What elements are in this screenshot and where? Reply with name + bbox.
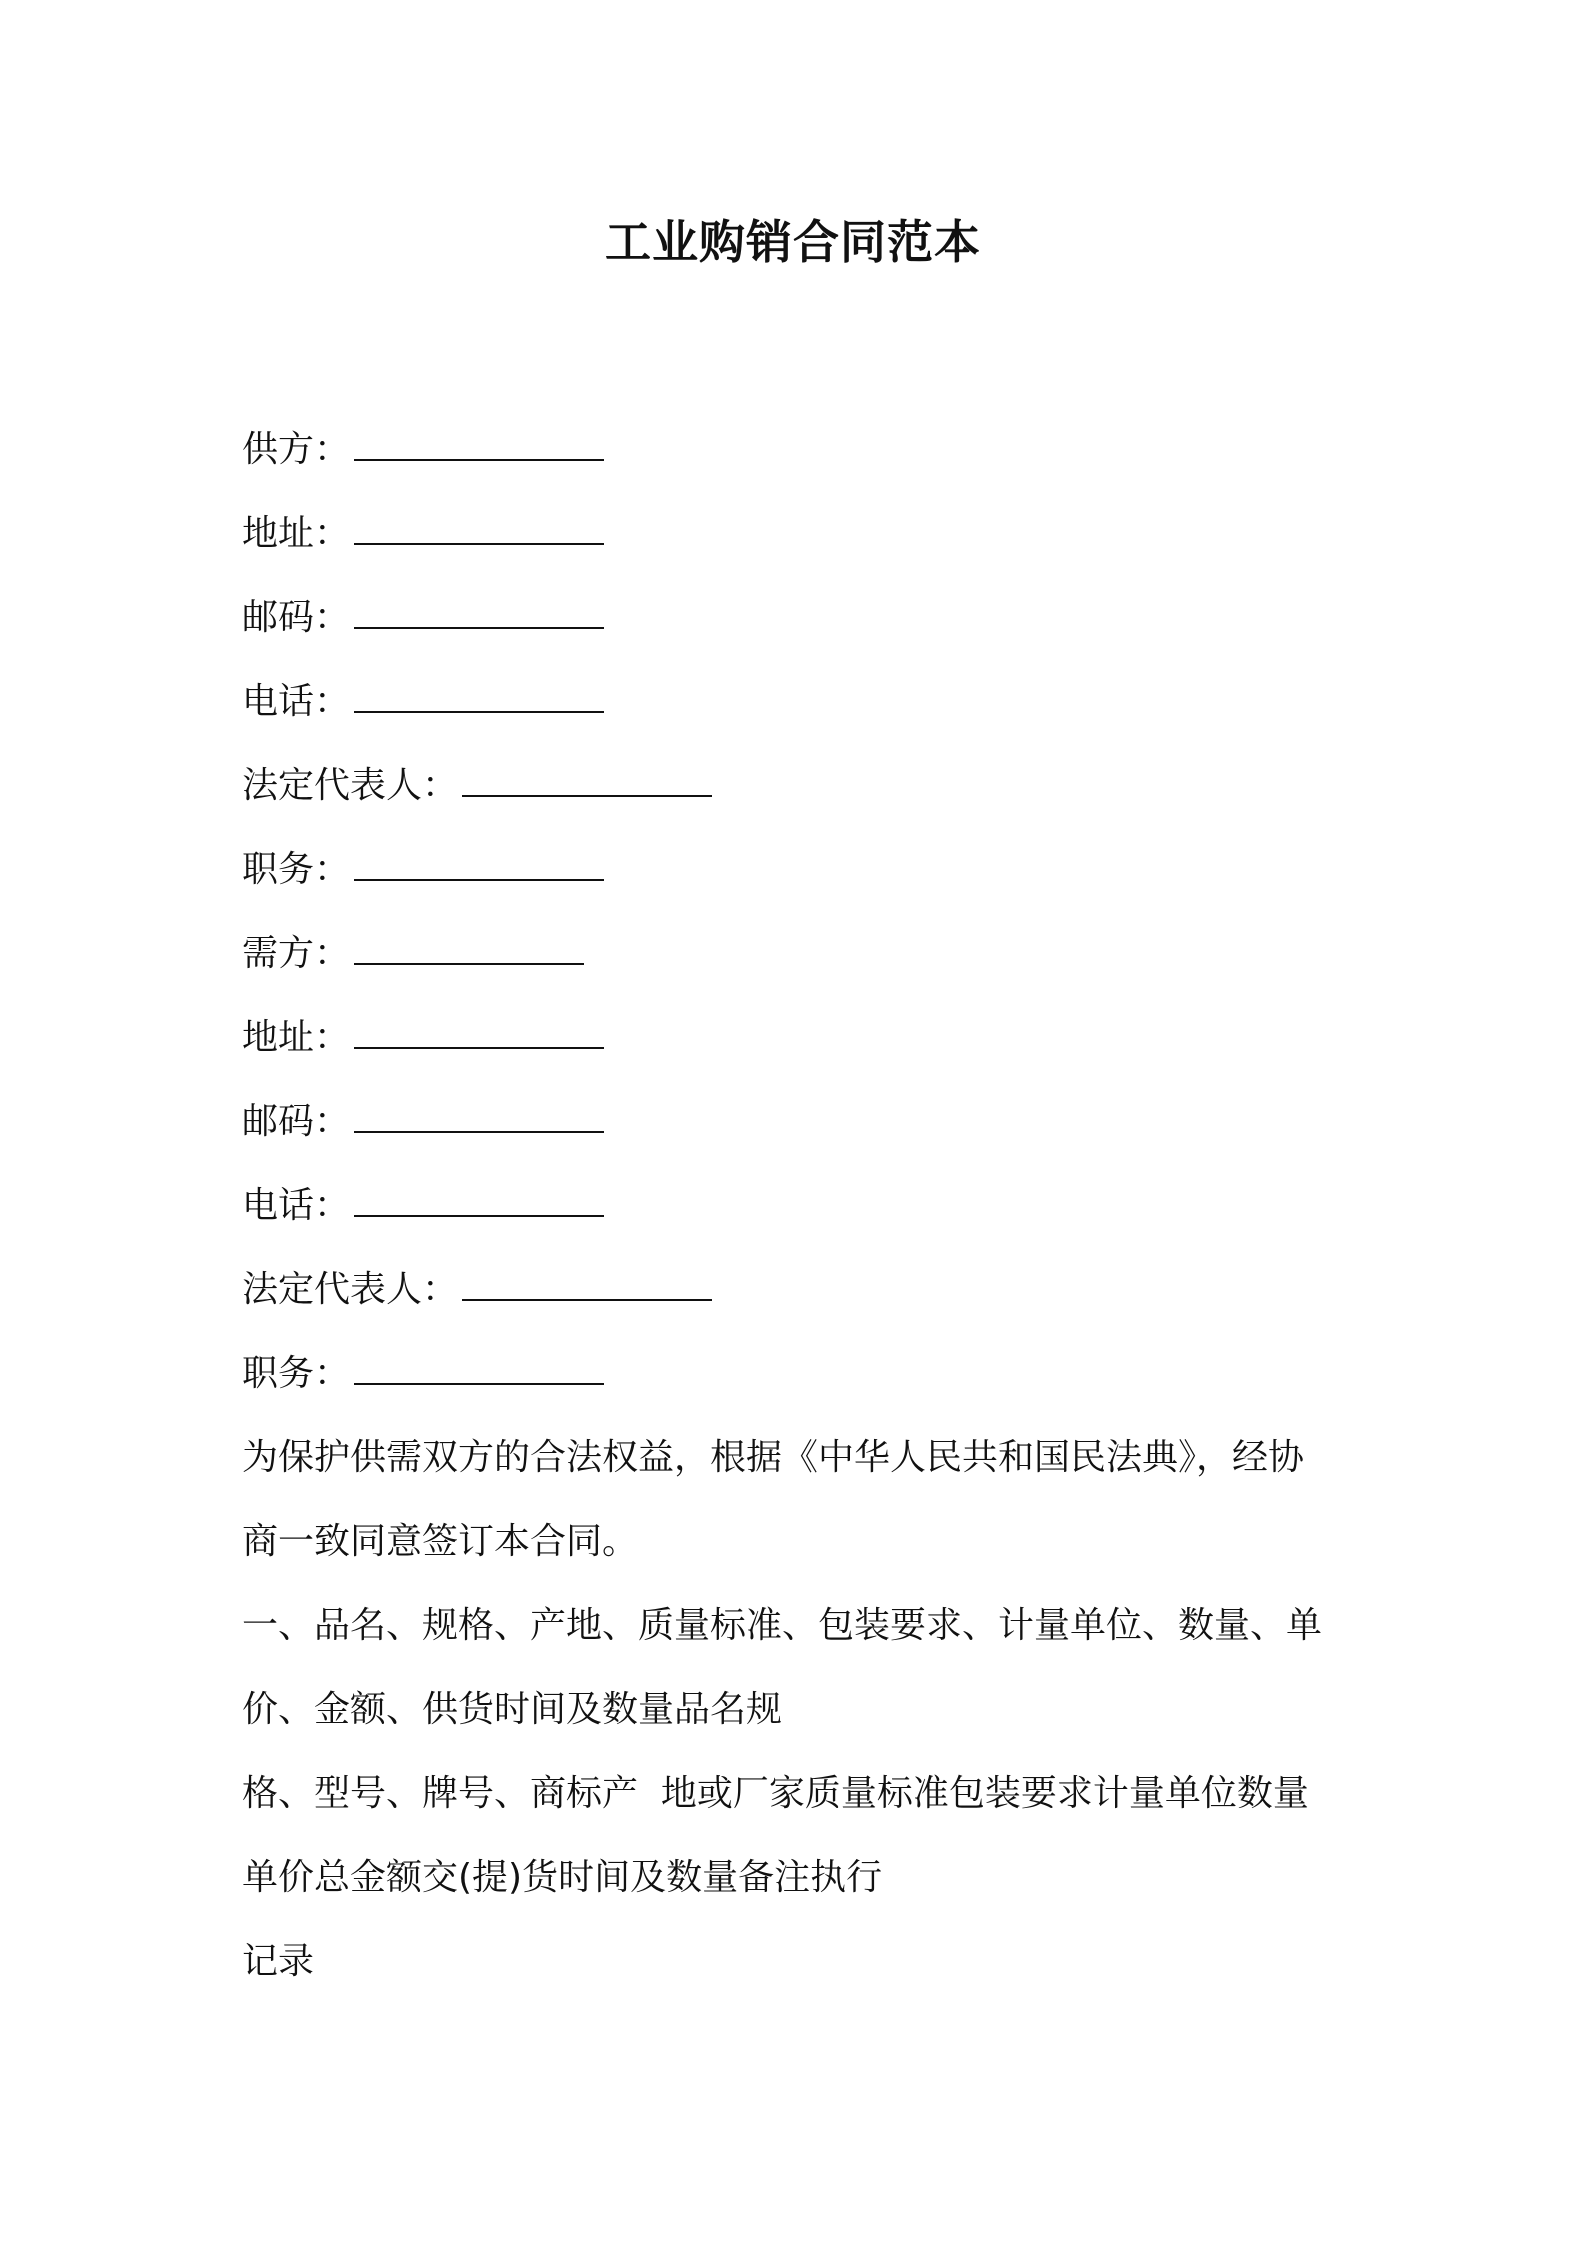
- supplier-phone-blank[interactable]: [354, 681, 604, 713]
- buyer-party-blank[interactable]: [354, 933, 584, 965]
- page-title: 工业购销合同范本: [605, 215, 981, 269]
- supplier-position-field: [242, 828, 1362, 912]
- buyer-phone-field: [242, 1164, 1362, 1248]
- supplier-position-blank[interactable]: [354, 849, 604, 881]
- paragraph-line: 格、型号、牌号、商标产 地或厂家质量标准包装要求计量单位数量: [242, 1773, 1309, 1814]
- paragraph-line: 商一致同意签订本合同。: [242, 1521, 639, 1562]
- buyer-postcode-blank[interactable]: [354, 1101, 604, 1133]
- supplier-legal-rep-label: 法定代表人：: [242, 765, 459, 806]
- buyer-legal-rep-blank[interactable]: [462, 1269, 712, 1301]
- supplier-postcode-field: [242, 576, 1362, 660]
- buyer-legal-rep-field: [242, 1248, 1362, 1332]
- buyer-phone-label: 电话：: [242, 1185, 351, 1226]
- contract-body: [242, 408, 1362, 2004]
- buyer-position-blank[interactable]: [354, 1353, 604, 1385]
- supplier-phone-label: 电话：: [242, 681, 351, 722]
- buyer-party-label: 需方：: [242, 933, 351, 974]
- supplier-legal-rep-field: [242, 744, 1362, 828]
- paragraph-line: 为保护供需双方的合法权益，根据《中华人民共和国民法典》，经协: [242, 1437, 1305, 1478]
- paragraph-line: 一、品名、规格、产地、质量标准、包装要求、计量单位、数量、单: [242, 1605, 1323, 1646]
- buyer-address-label: 地址：: [242, 1017, 351, 1058]
- supplier-address-blank[interactable]: [354, 513, 604, 545]
- buyer-position-label: 职务：: [242, 1353, 351, 1394]
- paragraph-line: 单价总金额交(提)货时间及数量备注执行: [242, 1857, 883, 1898]
- buyer-postcode-field: [242, 1080, 1362, 1164]
- buyer-address-blank[interactable]: [354, 1017, 604, 1049]
- paragraph-line: 价、金额、供货时间及数量品名规: [242, 1689, 783, 1730]
- supplier-address-field: [242, 492, 1362, 576]
- supplier-postcode-label: 邮码：: [242, 597, 351, 638]
- buyer-address-field: [242, 996, 1362, 1080]
- supplier-postcode-blank[interactable]: [354, 597, 604, 629]
- supplier-party-field: [242, 408, 1362, 492]
- buyer-party-field: [242, 912, 1362, 996]
- buyer-position-field: [242, 1332, 1362, 1416]
- buyer-postcode-label: 邮码：: [242, 1101, 351, 1142]
- supplier-party-label: 供方：: [242, 429, 351, 470]
- supplier-phone-field: [242, 660, 1362, 744]
- paragraph-line: 记录: [242, 1941, 315, 1982]
- supplier-position-label: 职务：: [242, 849, 351, 890]
- buyer-legal-rep-label: 法定代表人：: [242, 1269, 459, 1310]
- supplier-legal-rep-blank[interactable]: [462, 765, 712, 797]
- supplier-party-blank[interactable]: [354, 429, 604, 461]
- supplier-address-label: 地址：: [242, 513, 351, 554]
- buyer-phone-blank[interactable]: [354, 1185, 604, 1217]
